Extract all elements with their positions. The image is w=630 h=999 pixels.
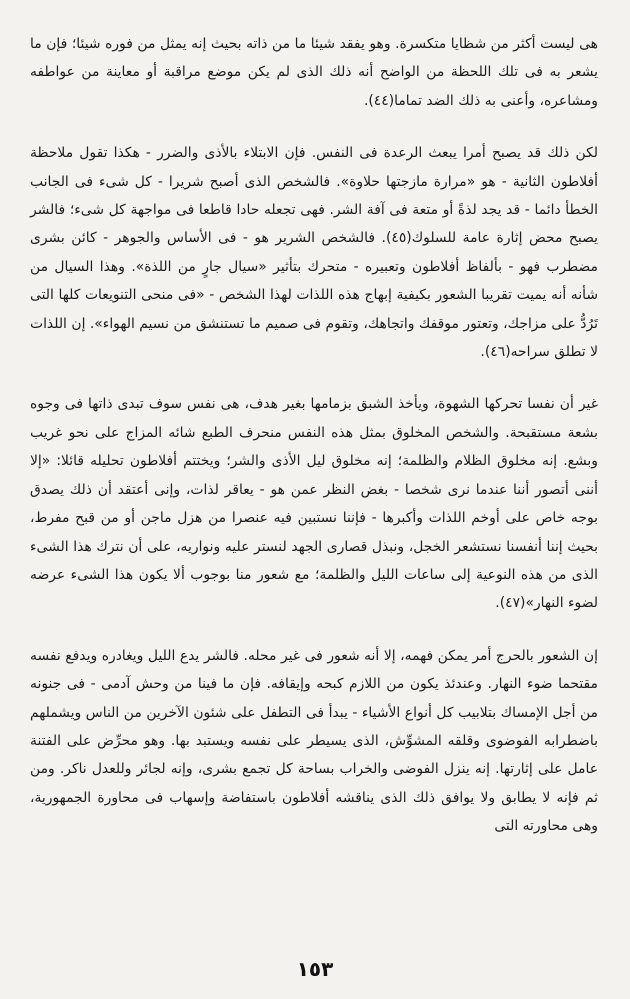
paragraph-1: هى ليست أكثر من شظايا متكسرة. وهو يفقد شيئا ما من ذاته بحيث إنه يمثل من فوره شيئا؛ فإن ما يشعر به فى تلك اللحظة من الواضح أنه ذلك الذى لم يكن موضع مراقبة أو معاينة من عواطفه ومشاعره، وأعنى به ذلك الضد تماما(٤٤). [30, 36, 598, 109]
paragraph-4: إن الشعور بالحرج أمر يمكن فهمه، إلا أنه شعور فى غير محله. فالشر يدع الليل ويغادره ويدفع نفسه مقتحما ضوء النهار. وعندئذ يكون من اللازم كبحه وإيقافه. فإن ما فينا من وحش آدمى - فى جنونه من أجل الإمساك بتلابيب كل أنواع الأشياء - يبدأ فى التطفل على شئون الآخرين من الناس ويشملهم باضطرابه الفوضوى وقلقه المشوِّش، الذى يسيطر على نفسه ويستبد بها. وهو محرِّض على الفتنة عامل على إثارتها. إنه ينزل الفوضى والخراب بساحة كل تجمع بشرى، وإنه لجائر وللعدل ناكر. ومن ثم فإنه لا يطابق ولا يوافق ذلك الذى يناقشه أفلاطون باستفاضة وإسهاب فى محاورة الجمهورية، وهى محاورته التى [30, 647, 598, 835]
page-number: ١٥٣ [296, 957, 334, 981]
paragraph-spacer [30, 366, 598, 390]
paragraph-spacer [30, 618, 598, 642]
paragraph-2: لكن ذلك قد يصبح أمرا يبعث الرعدة فى النفس. فإن الابتلاء بالأذى والضرر - هكذا تقول ملاحظة أفلاطون الثانية - هو «مرارة مازجتها حلاوة». فالشخص الذى أصبح شريرا - كل شىء فى الجانب الخطأ دائما - قد يجد لذةً أو متعة فى آفة الشر. فهى تجعله حادا قاطعا فى مواجهة كل شىء؛ فالشر يصبح محض إثارة عامة للسلوك(٤٥). فالشخص الشرير هو - فى الأساس والجوهر - كائن بشرى مضطرب فهو - بألفاظ أفلاطون وتعبيره - متحرك بتأثير «سيال جارٍ من اللذة». وهذا السيال من شأنه أنه يميت تقريبا الشعور بكيفية إبهاج هذه اللذات لهذا الشخص - «فى منحى التنويعات كلها التى تَرُدُّ على مزاجك، وتعتور موقفك واتجاهك، وتقوم فى صميم ما تستنشق من نسيم الهواء». إن اللذات لا تطلق سراحه(٤٦). [30, 145, 598, 361]
paragraph-3: غير أن نفسا تحركها الشهوة، ويأخذ الشبق بزمامها بغير هدف، هى نفس سوف تبدى ذاتها فى وجوه بشعة مستقبحة. والشخص المخلوق بمثل هذه النفس منحرف الطبع شائه المزاج على نحو غريب وبشع. إنه مخلوق الظلام والظلمة؛ إنه مخلوق ليل الأذى والشر؛ ويختتم أفلاطون تحليله قائلا: «إلا أننى أتصور أننا عندما نرى شخصا - بغض النظر عمن هو - يعاقر لذات، وإنى أعتقد أن ذلك يصدق بوجه خاص على أوخم اللذات وأكبرها - فإننا نستبين فيه عنصرا من هزل ماجن أو من قبح مفرط، بحيث إننا أنفسنا نستشعر الخجل، ونبذل قصارى الجهد لنستر عليه ونواريه، على أن نترك هذا الشىء الذى من هذه النوعية إلى ساعات الليل والظلمة؛ مع شعور منا بوجوب ألا يكون هذا الشىء عرضه لضوء النهار»(٤٧). [30, 396, 598, 612]
paragraph-spacer [30, 115, 598, 139]
